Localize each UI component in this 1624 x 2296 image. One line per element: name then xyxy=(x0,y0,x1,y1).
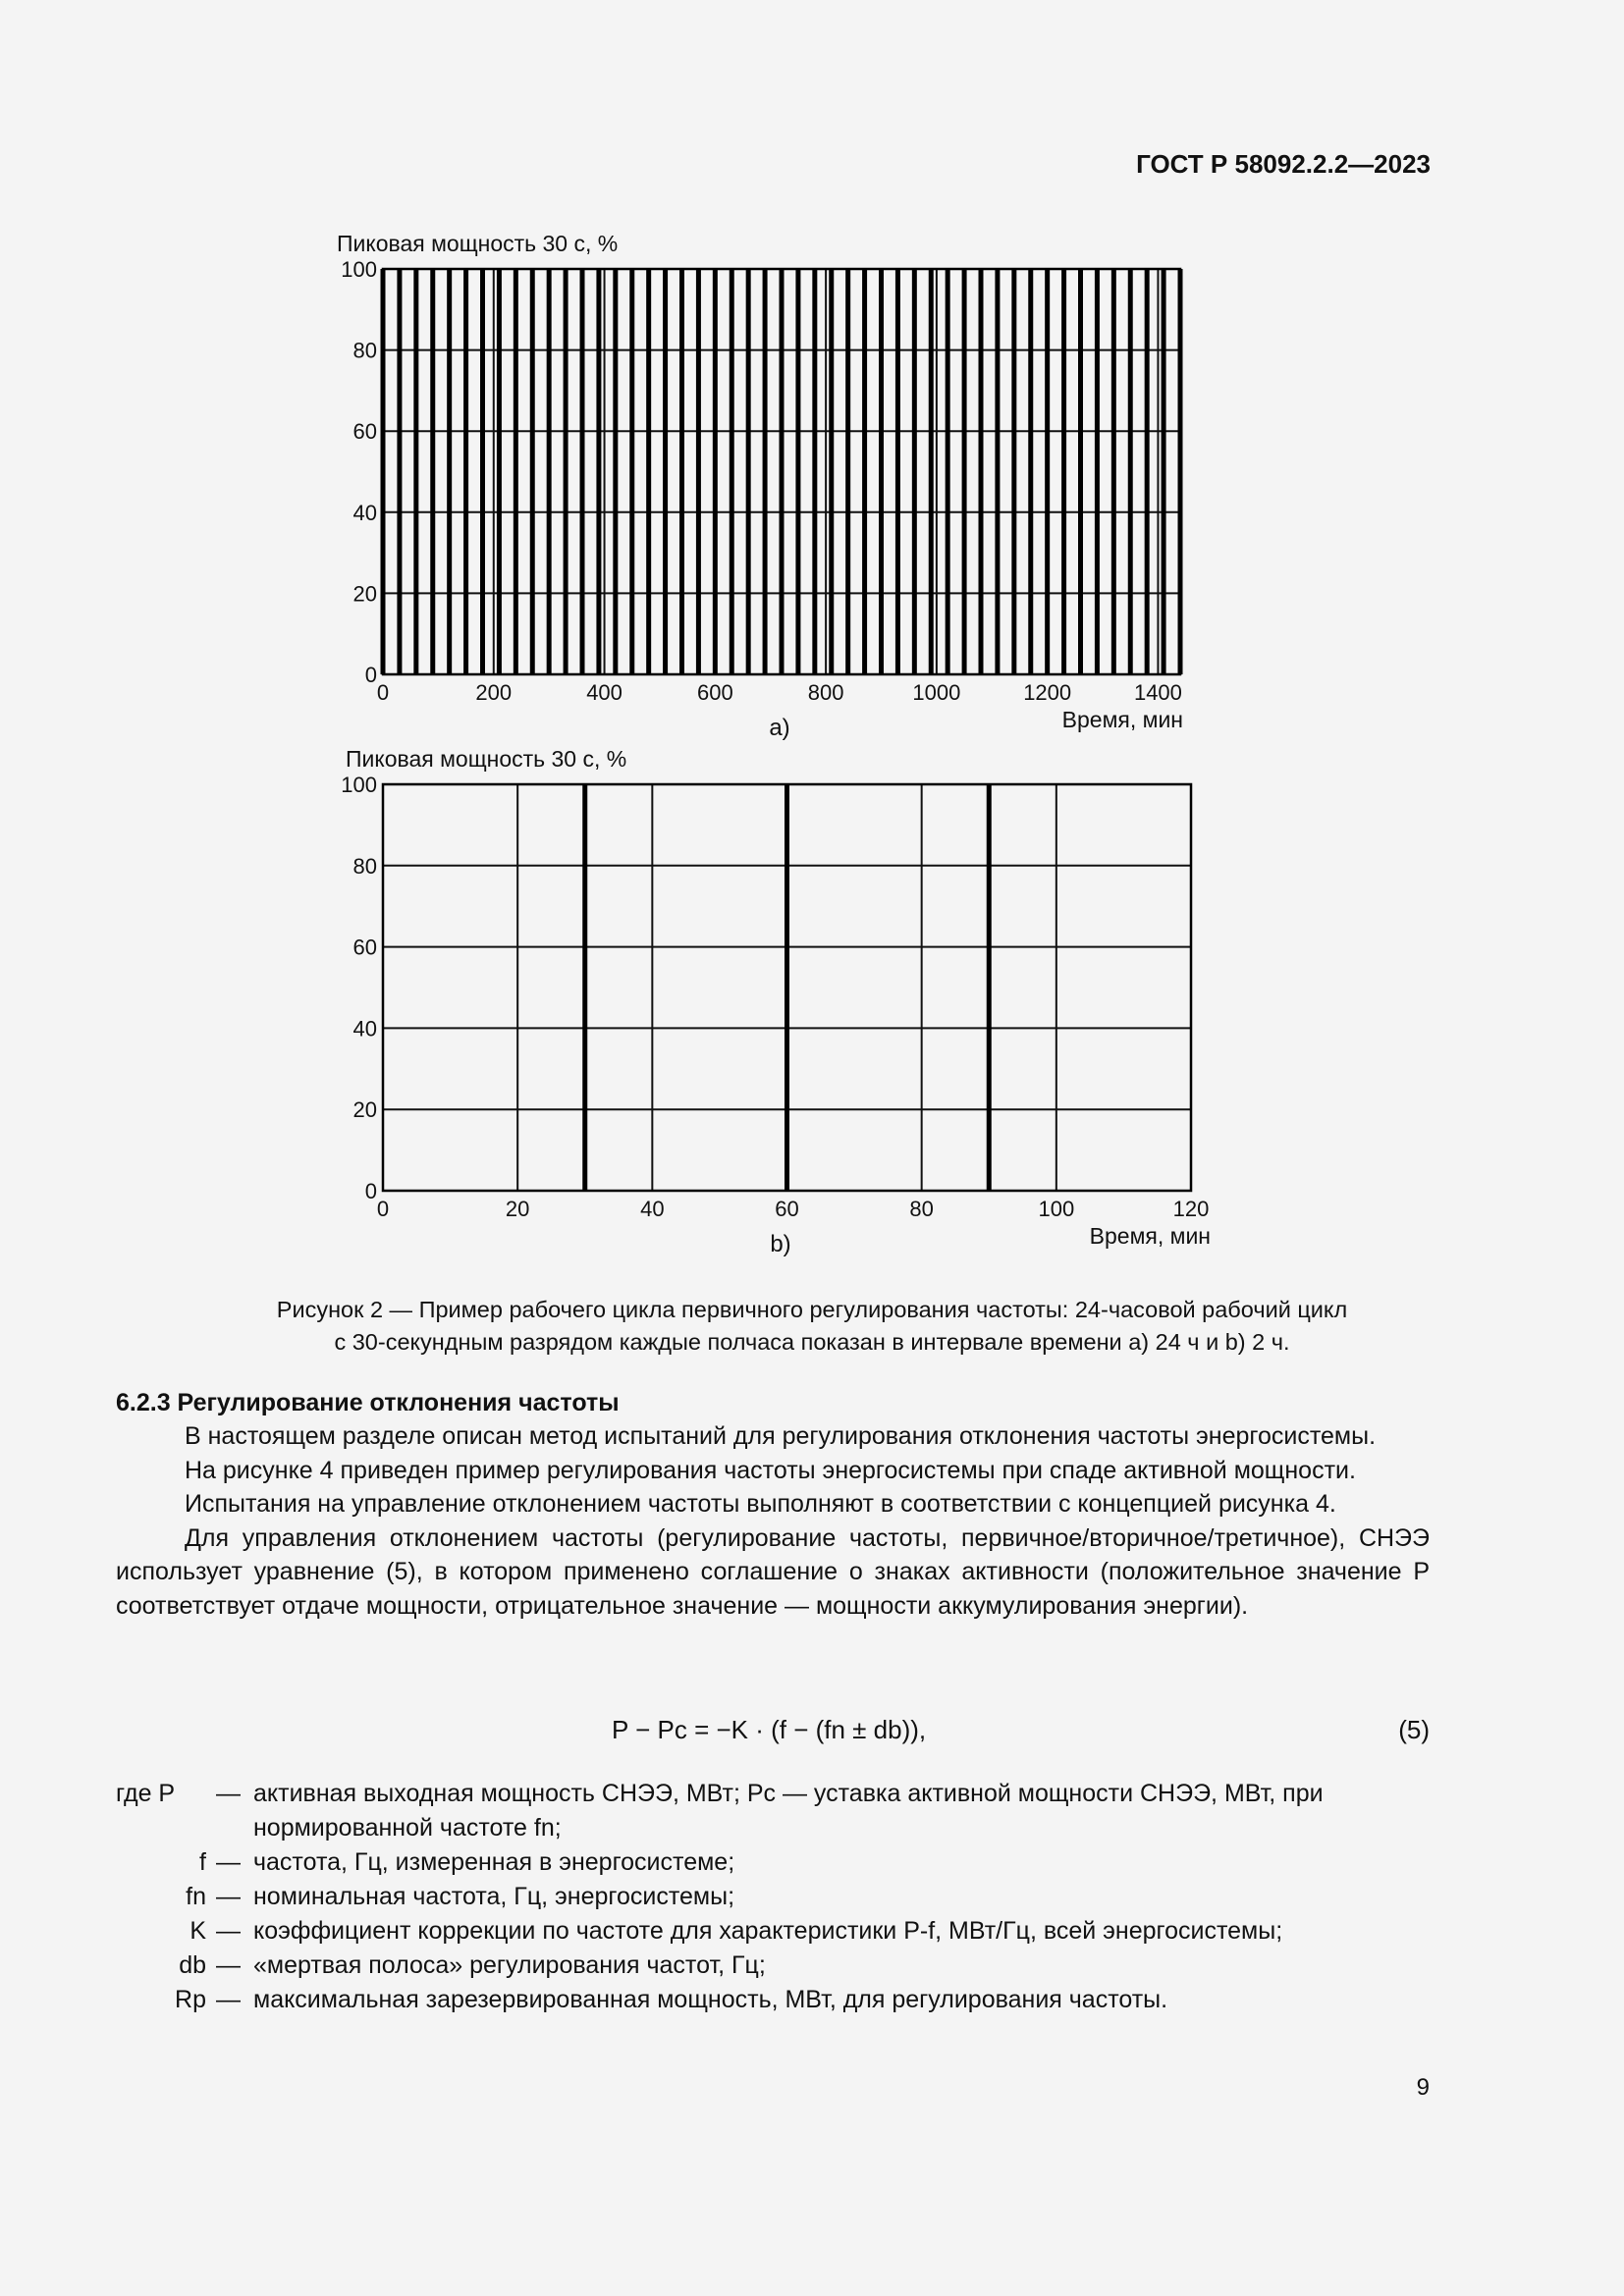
legend-symbol: где P xyxy=(116,1780,176,1807)
paragraph-4: Для управления отклонением частоты (регулирование частоты, первичное/вторичное/третичное), СНЭЭ использует уравнение (5), в котором применено соглашение о знаках активности (положительное значение P соответствует отдаче мощности, отрицательное значение — мощности аккумулирования энергии). xyxy=(116,1523,1430,1620)
legend-symbol: fn xyxy=(186,1883,206,1910)
caption-line-1: Рисунок 2 — Пример рабочего цикла первичного регулирования частоты: 24-часовой рабочий цикл xyxy=(276,1297,1348,1322)
legend-dash: — xyxy=(216,1917,241,1945)
legend-row xyxy=(116,1880,1430,1914)
legend-text: «мертвая полоса» регулирования частот, Гц; xyxy=(253,1951,766,1979)
section-title: 6.2.3 Регулирование отклонения частоты xyxy=(116,1389,620,1416)
document-header: ГОСТ Р 58092.2.2—2023 xyxy=(1136,149,1431,179)
legend-text: активная выходная мощность СНЭЭ, МВт; Pc — уставка активной мощности СНЭЭ, МВт, при нормированной частоте fn; xyxy=(253,1780,1324,1842)
legend-symbol: f xyxy=(199,1848,206,1876)
legend-dash: — xyxy=(216,1883,241,1910)
y-tick-label: 0 xyxy=(364,663,377,687)
x-tick-label: 800 xyxy=(807,680,844,705)
paragraph-3: Испытания на управление отклонением частоты выполняют в соответствии с концепцией рисунка 4. xyxy=(185,1490,1336,1518)
legend-row xyxy=(116,1949,1430,1983)
y-tick-label: 80 xyxy=(352,338,377,363)
legend-text: коэффициент коррекции по частоте для характеристики P-f, МВт/Гц, всей энергосистемы; xyxy=(253,1917,1283,1945)
x-tick-label: 0 xyxy=(376,680,390,705)
x-tick-label: 60 xyxy=(775,1197,799,1221)
x-tick-label: 1000 xyxy=(912,680,961,705)
figure-caption xyxy=(147,1294,1477,1359)
legend-dash: — xyxy=(216,1986,241,2013)
equation-number: (5) xyxy=(1398,1715,1430,1744)
x-tick-label: 20 xyxy=(505,1197,530,1221)
y-axis-label: Пиковая мощность 30 с, % xyxy=(337,231,619,256)
y-tick-label: 0 xyxy=(364,1179,377,1203)
y-tick-label: 20 xyxy=(352,1097,377,1123)
y-tick-label: 20 xyxy=(352,581,377,607)
y-tick-label: 40 xyxy=(352,500,377,525)
x-tick-label: 600 xyxy=(696,680,733,705)
x-tick-label: 100 xyxy=(1038,1197,1075,1221)
x-tick-label: 400 xyxy=(586,680,623,705)
section-body xyxy=(116,1419,1430,1623)
legend-dash: — xyxy=(216,1951,241,1979)
x-tick-label: 0 xyxy=(376,1197,390,1221)
chart-b xyxy=(341,746,1211,1257)
x-tick-label: 120 xyxy=(1172,1197,1210,1221)
x-tick-label: 40 xyxy=(640,1197,665,1221)
equation-5 xyxy=(116,1715,1430,1754)
y-tick-label: 100 xyxy=(341,773,377,797)
chart-a xyxy=(337,231,1183,741)
legend-symbol: Rp xyxy=(175,1986,206,2013)
x-axis-label: Время, мин xyxy=(1061,707,1183,732)
x-tick-label: 200 xyxy=(475,680,513,705)
legend-text: номинальная частота, Гц, энергосистемы; xyxy=(253,1883,735,1910)
y-tick-label: 40 xyxy=(352,1016,377,1041)
x-tick-label: 1200 xyxy=(1023,680,1072,705)
legend-row xyxy=(116,1845,1430,1880)
x-tick-label: 1400 xyxy=(1133,680,1182,705)
paragraph-1: В настоящем разделе описан метод испытаний для регулирования отклонения частоты энергосистемы. xyxy=(185,1422,1377,1450)
legend-symbol: K xyxy=(189,1917,206,1945)
x-axis-label: Время, мин xyxy=(1089,1223,1211,1249)
x-tick-label: 80 xyxy=(909,1197,934,1221)
y-tick-label: 60 xyxy=(352,419,377,445)
y-tick-label: 80 xyxy=(352,853,377,879)
legend-row xyxy=(116,1777,1430,1845)
paragraph-2: На рисунке 4 приведен пример регулирования частоты энергосистемы при спаде активной мощности. xyxy=(185,1456,1356,1484)
legend-text: частота, Гц, измеренная в энергосистеме; xyxy=(253,1848,735,1876)
y-tick-label: 60 xyxy=(352,934,377,960)
panel-label: a) xyxy=(769,715,790,741)
panel-label: b) xyxy=(770,1231,791,1257)
y-axis-label: Пиковая мощность 30 с, % xyxy=(346,746,627,772)
legend-row xyxy=(116,1914,1430,1949)
legend-symbol: db xyxy=(179,1951,206,1979)
y-tick-label: 100 xyxy=(341,257,377,282)
equation-expression: P − Pc = −K · (f − (fn ± db)), xyxy=(612,1715,927,1744)
legend-dash: — xyxy=(216,1848,241,1876)
legend-row xyxy=(116,1983,1430,2017)
caption-line-2: с 30-секундным разрядом каждые полчаса показан в интервале времени a) 24 ч и b) 2 ч. xyxy=(334,1329,1290,1355)
page-number: 9 xyxy=(1416,2074,1430,2101)
symbol-legend xyxy=(116,1777,1430,2017)
legend-text: максимальная зарезервированная мощность, МВт, для регулирования частоты. xyxy=(253,1986,1168,2013)
legend-dash: — xyxy=(216,1780,241,1807)
